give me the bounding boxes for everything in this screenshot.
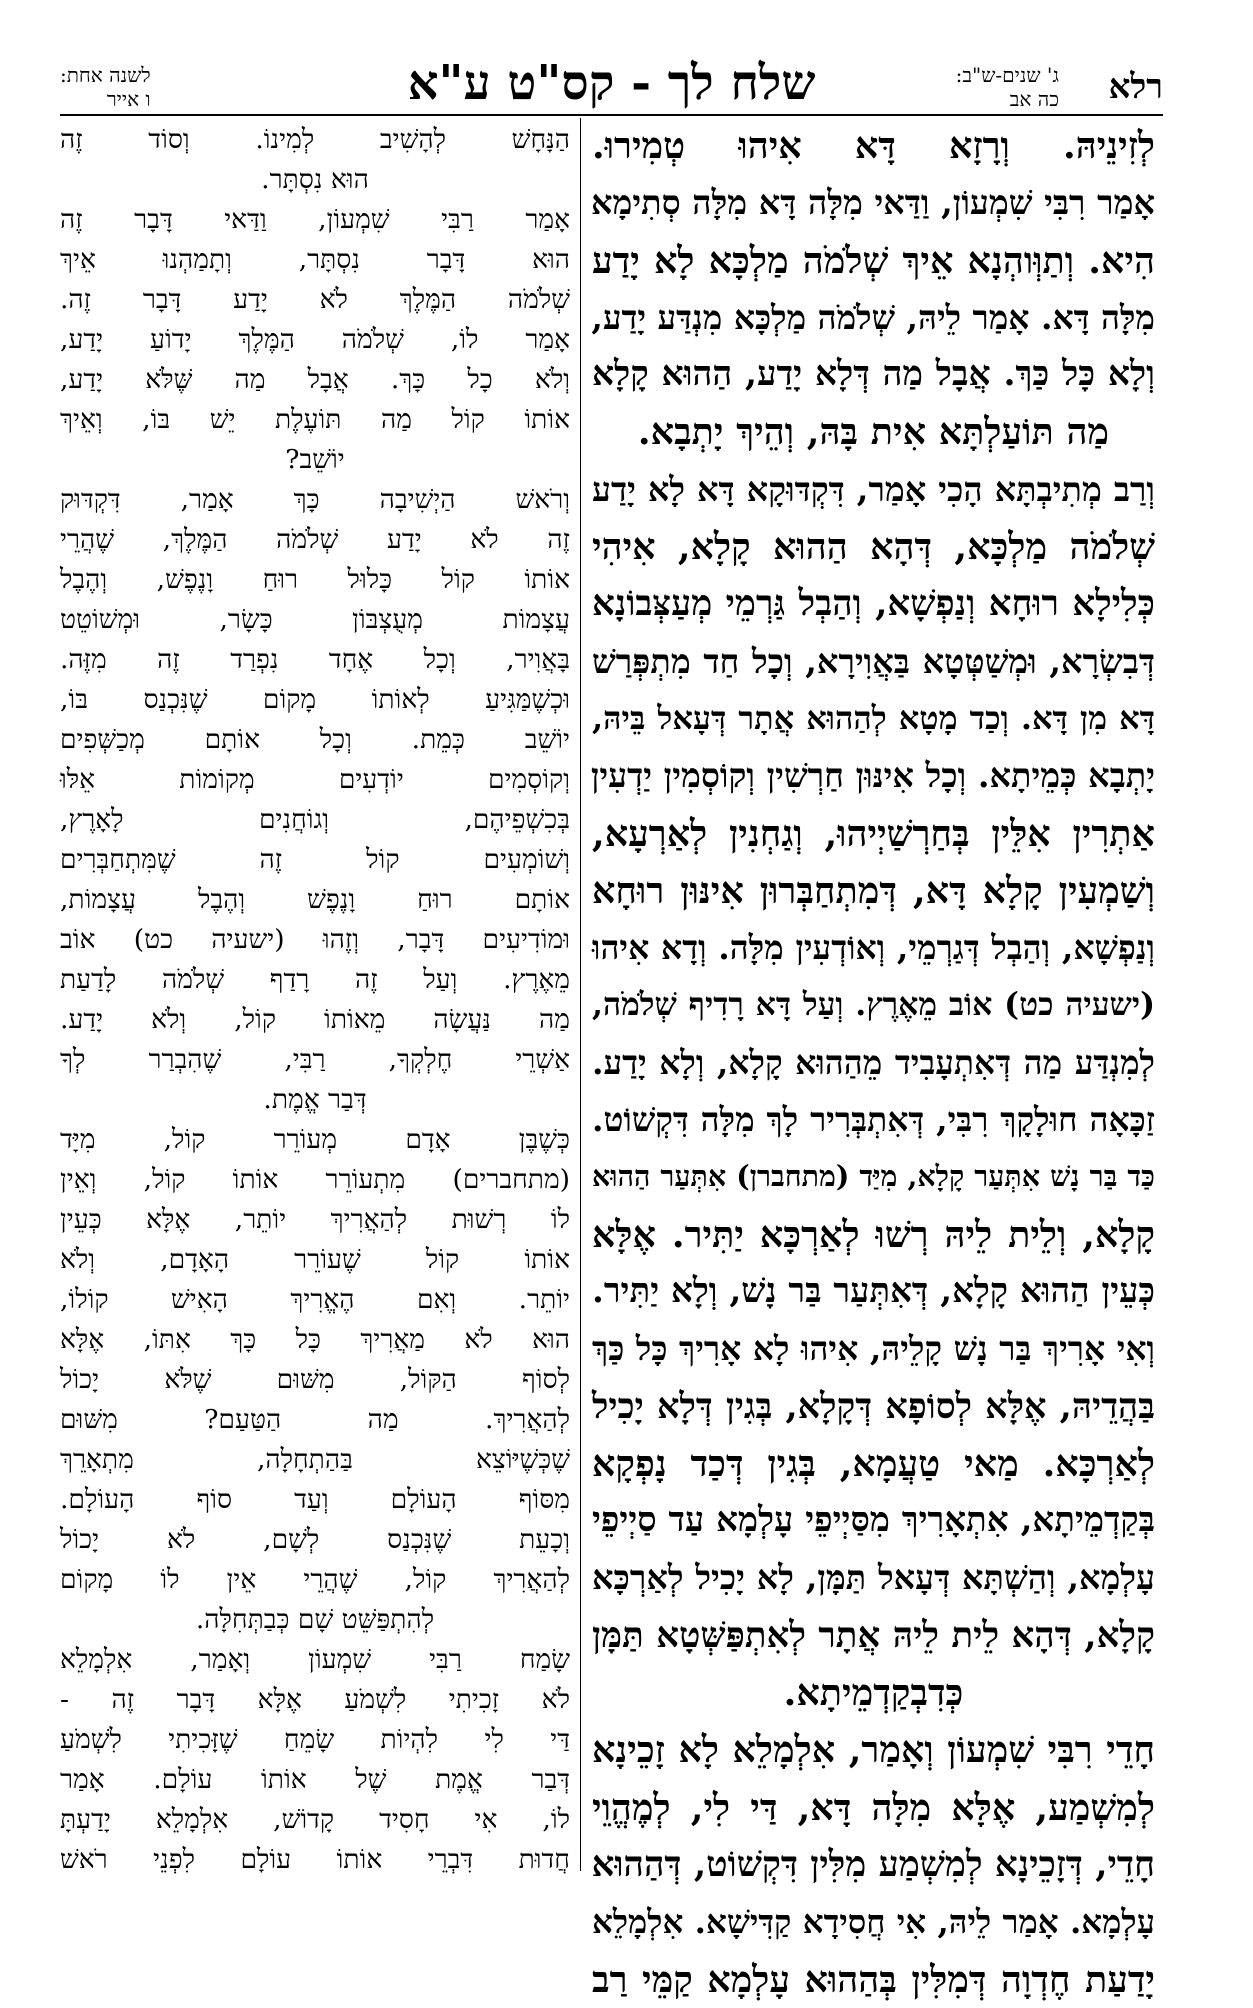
translation-line: לוֹ רְשׁוּת לְהַאֲרִיךְ יוֹתֵר, אֶלָּא כְּעֵין <box>60 1204 570 1235</box>
study-dates-line-1: ג' שנים-ש"ב: <box>955 63 1059 87</box>
page-number: רלא <box>1108 67 1163 107</box>
translation-line: שָׂמַח רַבִּי שִׁמְעוֹן וְאָמַר, אִלְמָלֵא <box>60 1644 570 1675</box>
translation-line: לְהַאֲרִיךְ. מַה הַטַּעַם? מִשּׁוּם <box>60 1404 570 1435</box>
main-text-line: וְרַב מְתִיבְתָּא הָכִי אָמַר, דִּקְדּוּקָא דָּא לָא יָדַע <box>592 469 1155 509</box>
main-text-line: לְמִנְדַּע מַה דְּאִתְעָבִיד מֵהַהוּא קָלָא, וְלָא יָדַע. <box>592 1042 1155 1082</box>
translation-line: וְרֹאשׁ הַיְשִׁיבָה כָּךְ אָמַר, דִּקְדּוּק <box>60 484 570 515</box>
main-text-line: כַּד בַּר נָשׁ אִתְּעַר קָלָא, מִיַּד (מתחברן) אִתְּעַר הַהוּא <box>592 1159 1155 1194</box>
main-text-line: זַכָּאָה חוּלָקָךְ רִבִּי, דְּאִתְבְּרִיר לָךְ מִלָּה דִּקְשׁוֹט. <box>592 1100 1155 1140</box>
study-schedule-line-2: ו אייר <box>106 87 151 111</box>
main-text-line: לְזִינֵיהּ. וְרָזָא דָּא אִיהוּ טְמִירוּ. <box>592 124 1155 167</box>
column-divider <box>580 118 581 1871</box>
translation-line: לְהַאֲרִיךְ קוֹל, שֶׁהֲרֵי אֵין לוֹ מָקוֹם <box>60 1564 570 1595</box>
main-text-line: בַּהֲדֵיהּ, אֶלָּא לְסוֹפָא דְּקָלָא, בְּגִין דְּלָא יָכִיל <box>592 1385 1155 1427</box>
translation-line: לֹא זָכִיתִי לִשְׁמֹעַ אֶלָּא דָּבָר זֶה - <box>60 1684 570 1715</box>
main-text-line: כְּעֵין הַהוּא קָלָא, דְּאִתְּעַר בַּר נָשׁ, וְלָא יַתִּיר. <box>592 1270 1155 1311</box>
main-text-line: אַתְרִין אִלֵּין בְּחַרְשַׁיְיהוּ, וְגַחְנִין לְאַרְעָא, <box>592 811 1155 855</box>
study-schedule <box>60 63 151 111</box>
translation-line: וְשׁוֹמְעִים קוֹל זֶה שֶׁמִּתְחַבְּרִים <box>60 844 570 875</box>
main-text-line: דְּבִשְׂרָא, וּמְשַׁטְּטָא בַּאֲוִירָא, וְכָל חַד מִתְפְּרַשׁ <box>592 641 1155 681</box>
main-text-line: מַה תּוֹעַלְתָּא אִית בָּהּ, וְהֵיךְ יָתְבָא. <box>637 410 1110 454</box>
translation-line: וּכְשֶׁמַּגִּיעַ לְאוֹתוֹ מָקוֹם שֶׁנִּכְנַס בּוֹ, <box>60 684 570 715</box>
main-text-line: דָּא מִן דָּא. וְכַד מָטָא לְהַהוּא אֲתָר דְּעָאל בֵּיהּ, <box>592 698 1155 737</box>
main-text-line: שְׁלֹמֹה מַלְכָּא, דְּהָא הַהוּא קָלָא, אִיהִי <box>592 525 1155 569</box>
main-text-line: וְשַׁמְעִין קָלָא דָּא, דְּמִתְחַבְּרוּן אִינּוּן רוּחָא <box>592 868 1155 912</box>
translation-line: בְּכִשְׁפֵיהֶם, וְגוֹחֲנִים לָאָרֶץ, <box>60 804 570 835</box>
main-text-line: קָלָא, וְלֵית לֵיהּ רְשׁוּ לְאַרְכָּא יַתִּיר. אֶלָּא <box>592 1212 1155 1256</box>
translation-line: וּמוֹדִיעִים דָּבָר, וְזֶהוּ (ישעיה כט) אוֹב <box>60 924 570 955</box>
translation-line: דְּבַר אֱמֶת שֶׁל אוֹתוֹ עוֹלָם. אָמַר <box>60 1764 570 1795</box>
translation-line: חֲדוּת דִּבְרֵי אוֹתוֹ עוֹלָם לִפְנֵי רֹאשׁ <box>60 1844 570 1875</box>
translation-line: הַנָּחָשׁ לְהָשִׁיב לְמִינוֹ. וְסוֹד זֶה <box>60 124 570 155</box>
translation-line: לְסוֹף הַקּוֹל, מִשּׁוּם שֶׁלֹּא יָכוֹל <box>60 1364 570 1395</box>
main-text-column <box>592 117 1155 2008</box>
study-schedule-line-1: לשנה אחת: <box>60 63 151 87</box>
main-text-line: יָתְבָא כְּמֵיתָא. וְכָל אִינּוּן חַרְשִׁין וְקוֹסְמִין יַדְעִין <box>590 756 1155 796</box>
translation-line: מַה נַּעֲשָׂה מֵאוֹתוֹ קוֹל, וְלֹא יָדַע. <box>60 1004 570 1035</box>
main-text-line: כְּדִבְקַדְמֵיתָא. <box>783 1671 964 1715</box>
study-dates-line-2: כה אב <box>1009 87 1059 111</box>
main-text-line: יָדַעַת חֶדְוָה דְּמִלִּין בְּהַהוּא עָלְמָא קַמֵּי רַב <box>592 1957 1155 2001</box>
translation-line: הוּא לֹא מַאֲרִיךְ כָּל כָּךְ אִתּוֹ, אֶלָּא <box>60 1324 570 1355</box>
header-rule <box>60 114 1163 116</box>
translation-line: לְהִתְפַּשֵּׁט שָׁם כְּבַתְּחִלָּה. <box>195 1604 435 1635</box>
translation-line: אוֹתָם רוּחַ וָנֶפֶשׁ וְהֶבֶל עֲצָמוֹת, <box>60 884 570 915</box>
translation-column <box>60 120 570 1880</box>
page-title: שלח לך - קס"ט ע"א <box>407 55 816 111</box>
translation-line: זֶה לֹא יָדַע שְׁלֹמֹה הַמֶּלֶךְ, שֶׁהֲרֵי <box>60 524 570 555</box>
main-text-line: עָלְמָא. אָמַר לֵיהּ, אִי חֲסִידָא קַדִּישָׁא. אִלְמָלֵא <box>591 1902 1155 1942</box>
translation-line: מֵאֶרֶץ. וְעַל זֶה רָדַף שְׁלֹמֹה לָדַעַת <box>60 964 570 995</box>
main-text-line: כְּלִילָא רוּחָא וְנַפְשָׁא, וְהַבְל גַּרְמֵי מְעַצְּבוֹנָא <box>592 583 1155 625</box>
translation-line: בָּאֲוִיר, וְכָל אֶחָד נִפְרַד זֶה מִזֶּה. <box>60 644 570 675</box>
translation-line: דַּי לִי לִהְיוֹת שָׂמֵחַ שֶׁזָּכִיתִי לִשְׁמֹעַ <box>60 1724 570 1755</box>
translation-line: אָמַר לוֹ, שְׁלֹמֹה הַמֶּלֶךְ יָדוֹעַ יָדַע, <box>60 324 570 355</box>
main-text-line: קָלָא, דְּהָא לֵית לֵיהּ אֲתָר לְאִתְפַּשְּׁטָא תַּמָּן <box>592 1614 1155 1656</box>
translation-line: יוֹתֵר. וְאִם הֶאֱרִיךְ הָאִישׁ קוֹלוֹ, <box>60 1284 570 1315</box>
main-text-line: חָדֵי, דְּזָכֵינָא לְמִשְׁמַע מִלִּין דִּקְשׁוֹט, דְּהַהוּא <box>591 1843 1155 1885</box>
main-text-line: בְּקַדְמֵיתָא, אִתְאָרִיךְ מִסַּיְיפֵי עָלְמָא עַד סַיְיפֵי <box>592 1500 1155 1541</box>
translation-line: אוֹתוֹ קוֹל שֶׁעוֹרֵר הָאָדָם, וְלֹא <box>60 1244 570 1275</box>
main-text-line: חָדֵי רִבִּי שִׁמְעוֹן וְאָמַר, אִלְמָלֵא לָא זָכֵינָא <box>592 1728 1155 1772</box>
translation-line: יוֹשֵׁב? <box>285 444 345 475</box>
main-text-line: וְלָא כָּל כַּךְ. אֲבָל מַה דְּלָא יָדַע, הַהוּא קָלָא <box>592 354 1155 395</box>
translation-line: וְלֹא כָל כָּךְ. אֲבָל מַה שֶּׁלֹּא יָדַע, <box>60 364 570 395</box>
translation-line: אָמַר רַבִּי שִׁמְעוֹן, וַדַּאי דָּבָר זֶה <box>60 204 570 235</box>
translation-line: וְקוֹסְמִים יוֹדְעִים מְקוֹמוֹת אֵלּוּ <box>60 764 570 795</box>
translation-line: הוּא נִסְתָּר. <box>261 164 369 195</box>
translation-line: יוֹשֵׁב כְּמֵת. וְכָל אוֹתָם מְכַשְּׁפִים <box>60 724 570 755</box>
main-text-line: וְאִי אָרִיךְ בַּר נָשׁ קָלֵיהּ, אִיהוּ לָא אָרִיךְ כָּל כַּךְ <box>592 1329 1155 1369</box>
translation-line: שֶׁכְּשֶׁיּוֹצֵא בַּהַתְחָלָה, מִתְאָרֵךְ <box>60 1444 570 1475</box>
main-text-line: (ישעיה כט) אוֹב מֵאֶרֶץ. וְעַל דָּא רָדִיף שְׁלֹמֹה, <box>592 986 1155 1024</box>
translation-line: וְכָעֵת שֶׁנִּכְנַס לְשָׁם, לֹא יָכוֹל <box>60 1524 570 1555</box>
translation-line: דְּבַר אֱמֶת. <box>263 1084 367 1115</box>
translation-line: עֲצָמוֹת מְעֻצְבּוֹן כָּשָׂר, וּמְשׁוֹטֵט <box>60 604 570 635</box>
translation-line: לוֹ, אִי חָסִיד קָדוֹשׁ, אִלְמָלֵא יָדַעְתָּ <box>60 1804 570 1835</box>
main-text-line: אָמַר רִבִּי שִׁמְעוֹן, וַדַּאי מִלָּה דָּא מִלָּה סְתִימָא <box>591 183 1155 223</box>
main-text-line: לְאַרְכָּא. מַאי טַעֲמָא, בְּגִין דְּכַד נָפְקָא <box>592 1441 1155 1485</box>
main-text-line: לְמִשְׁמַע, אֶלָּא מִלָּה דָּא, דַּי לִי, לְמֶהֱוֵי <box>592 1785 1155 1829</box>
main-text-line: הִיא. וְתַוְּוהְנָא אֵיךְ שְׁלֹמֹה מַלְכָּא לָא יָדַע <box>592 238 1155 282</box>
translation-line: אוֹתוֹ קוֹל כָּלוּל רוּחַ וָנֶפֶשׁ, וְהֶבֶל <box>60 564 570 595</box>
translation-line: אַשְׁרֵי חֶלְקְךָ, רַבִּי, שֶׁהִבְרַר לְךָ <box>60 1044 570 1075</box>
translation-line: הוּא דָּבָר נִסְתָּר, וְתָמַהְנוּ אֵיךְ <box>60 244 570 275</box>
main-text-line: מִלָּה דָּא. אָמַר לֵיהּ, שְׁלֹמֹה מַלְכָּא מִנְדַּע יָדַע, <box>591 297 1155 337</box>
translation-line: מִסּוֹף הָעוֹלָם וְעַד סוֹף הָעוֹלָם. <box>60 1484 570 1515</box>
translation-line: אוֹתוֹ קוֹל מַה תּוֹעֶלֶת יֵשׁ בּוֹ, וְאֵיךְ <box>60 404 570 435</box>
page-header <box>60 55 1163 115</box>
main-text-line: עָלְמָא, וְהַשְׁתָּא דְּעָאל תַּמָּן, לָא יָכִיל לְאַרְכָּא <box>592 1558 1155 1598</box>
main-text-line: וְנַפְשָׁא, וְהַבְל דְּגַרְמֵי, וְאוֹדְעִין מִלָּה. וְדָא אִיהוּ <box>592 928 1155 968</box>
translation-line: (מתחברים) מִתְעוֹרֵר אוֹתוֹ קוֹל, וְאֵין <box>60 1164 570 1195</box>
translation-line: שְׁלֹמֹה הַמֶּלֶךְ לֹא יָדַע דָּבָר זֶה. <box>60 284 570 315</box>
translation-line: כְּשֶׁבֶּן אָדָם מְעוֹרֵר קוֹל, מִיָּד <box>60 1124 570 1155</box>
